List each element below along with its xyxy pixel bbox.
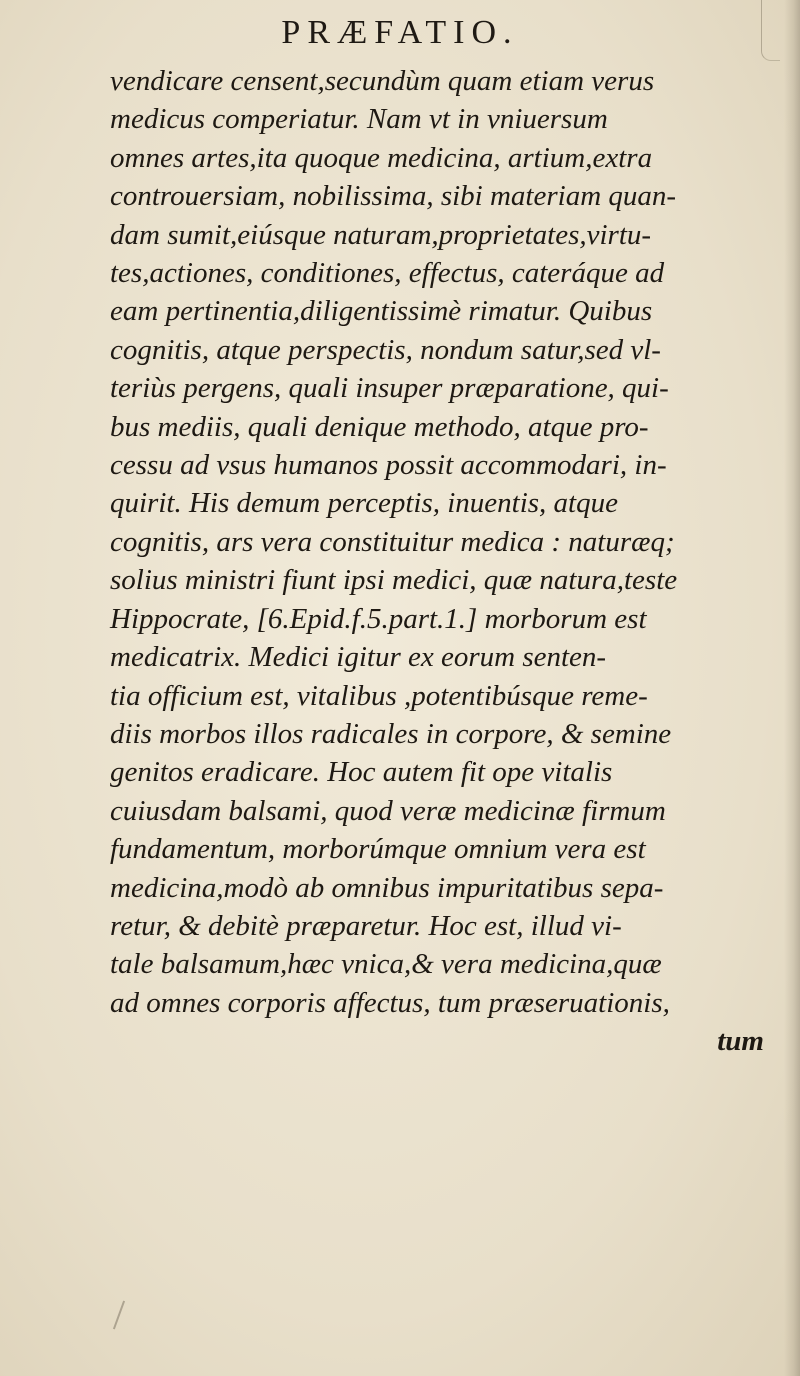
text-line: quirit. His demum perceptis, inuentis, atque [110,487,618,520]
text-line: cessu ad vsus humanos possit accommodari, in- [110,449,667,482]
text-line: medicatrix. Medici igitur ex eorum senten- [110,641,607,674]
paper-stain [113,1301,125,1330]
text-line: tes,actiones, conditiones, effectus, cateráque ad [110,257,665,290]
text-line: dam sumit,eiúsque naturam,proprietates,virtu- [110,218,652,251]
text-line: cognitis, ars vera constituitur medica : naturæq; [110,525,675,558]
text-line: solius ministri fiunt ipsi medici, quæ natura,teste [110,564,678,597]
text-line: controuersiam, nobilissima, sibi materiam quan- [110,180,677,213]
text-line: retur, & debitè præparetur. Hoc est, illud vi- [110,909,622,942]
text-line: vendicare censent,secundùm quam etiam verus [110,65,655,97]
text-line: medicus comperiatur. Nam vt in vniuersum [110,103,608,136]
body-text [110,62,770,1061]
text-line: eam pertinentia,diligentissimè rimatur. Quibus [110,295,653,328]
text-line: genitos eradicare. Hoc autem fit ope vitalis [110,756,613,789]
text-line: bus mediis, quali denique methodo, atque pro- [110,410,649,443]
running-head: PRÆFATIO. [281,14,519,51]
text-line: medicina,modò ab omnibus impuritatibus sepa- [110,871,664,904]
text-line: teriùs pergens, quali insuper præparatione, qui- [110,372,669,405]
text-line: tale balsamum,hæc vnica,& vera medicina,quæ [110,948,662,981]
catchword: tum [717,1025,764,1058]
text-line: fundamentum, morborúmque omnium vera est [110,833,646,866]
text-line: Hippocrate, [6.Epid.f.5.part.1.] morborum est [110,602,647,635]
text-line: ad omnes corporis affectus, tum præseruationis, [110,986,670,1019]
text-line: diis morbos illos radicales in corpore, & semine [110,717,672,750]
page-edge-shadow [784,0,800,1376]
text-line: omnes artes,ita quoque medicina, artium,extra [110,141,653,174]
text-line: cognitis, atque perspectis, nondum satur,sed vl- [110,333,661,366]
text-line: cuiusdam balsami, quod veræ medicinæ firmum [110,794,666,827]
text-line: tia officium est, vitalibus ,potentibúsque reme- [110,679,648,712]
